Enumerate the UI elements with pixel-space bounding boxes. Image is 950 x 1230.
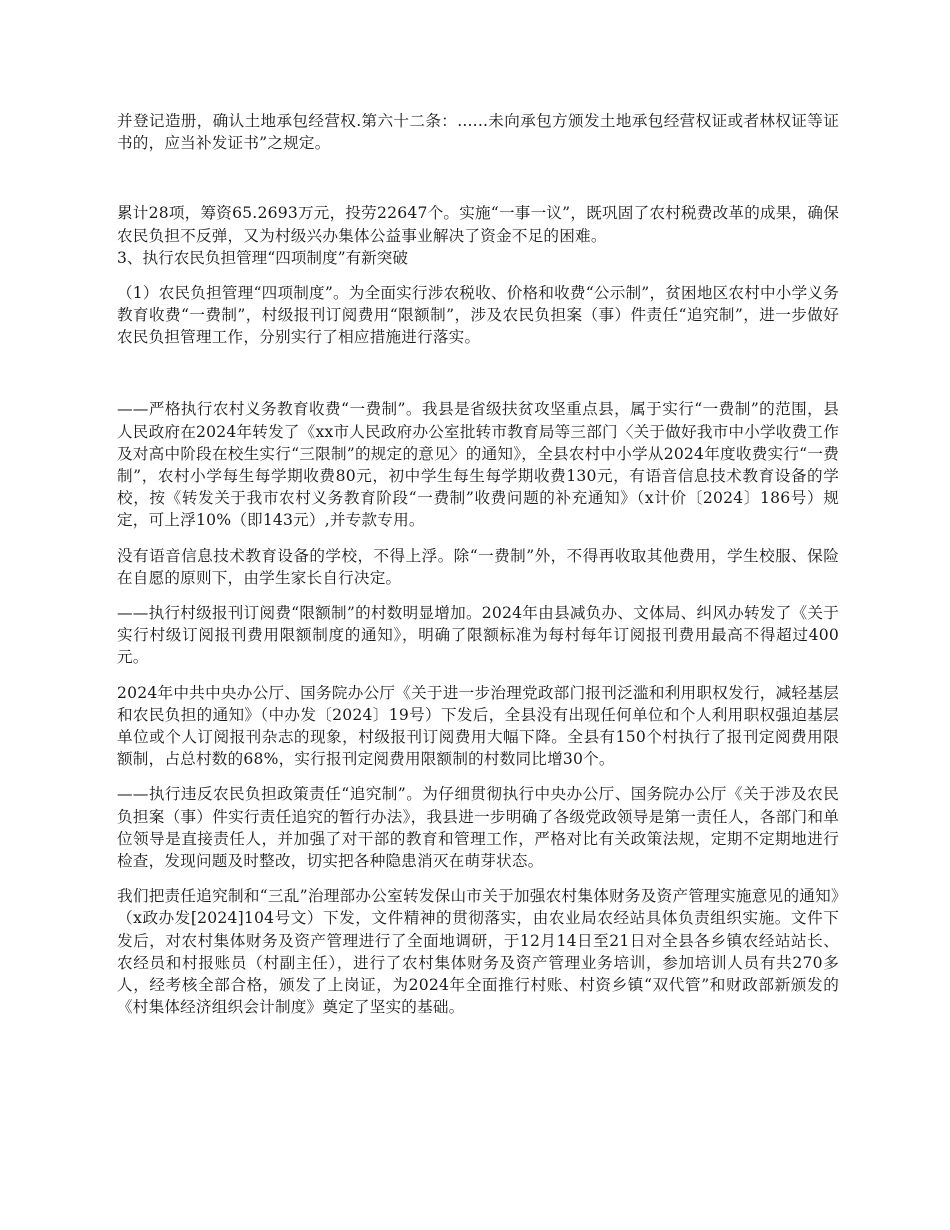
- paragraph-land-contract: 并登记造册，确认土地承包经营权.第六十二条：......未向承包方颁发土地承包经营权证或者林权证等证书的，应当补发证书”之规定。: [117, 112, 839, 153]
- paragraph-quota-system: ——执行村级报刊订阅费“限额制”的村数明显增加。2024年由县减负办、文体局、纠风办转发了《关于实行村级订阅报刊费用限额制度的通知》，明确了限额标准为每村每年订阅报刊费用最高不得超过400元。: [117, 604, 839, 667]
- paragraph-collective-finance: 我们把责任追究制和“三乱”治理部办公室转发保山市关于加强农村集体财务及资产管理实施意见的通知》（x政办发[2024]104号文）下发，文件精神的贯彻落实，由农业局农经站具体负责组织实施。文件下发后，对农村集体财务及资产管理进行了全面地调研，于12月14日至21日对全县各乡镇农经站站长、农经员和村报账员（村副主任），进行了农村集体财务及资产管理业务培训，参加培训人员有共270多人，经考核全部合格，颁发了上岗证，为2024年全面推行村账、村资乡镇“双代管”和财政部新颁发的《村集体经济组织会计制度》奠定了坚实的基础。: [117, 887, 839, 1017]
- paragraph-fundraising: 累计28项，筹资65.2693万元，投劳22647个。实施“一事一议”，既巩固了农村税费改革的成果，确保农民负担不反弹，又为村级兴办集体公益事业解决了资金不足的困难。: [117, 204, 839, 245]
- document-body: [117, 110, 839, 1019]
- paragraph-one-fee-system: ——严格执行农村义务教育收费“一费制”。我县是省级扶贫攻坚重点县，属于实行“一费制”的范围，县人民政府在2024年转发了《xx市人民政府办公室批转市教育局等三部门〈关于做好我市中小学收费工作及对高中阶段在校生实行“三限制”的规定的意见〉的通知》，全县农村中小学从2024年度收费实行“一费制”，农村小学每生每学期收费80元，初中学生每生每学期收费130元，有语音信息技术教育设备的学校，按《转发关于我市农村义务教育阶段“一费制”收费问题的补充通知》（x计价〔2024〕186号）规定，可上浮10%（即143元）,并专款专用。: [117, 400, 839, 530]
- paragraph-central-notice: 2024年中共中央办公厅、国务院办公厅《关于进一步治理党政部门报刊泛滥和利用职权发行，减轻基层和农民负担的通知》（中办发〔2024〕19号）下发后，全县没有出现任何单位和个人利用职权强迫基层单位或个人订阅报刊杂志的现象，村级报刊订阅费用大幅下降。全县有150个村执行了报刊定阅费用限额制，占总村数的68%，实行报刊定阅费用限额制的村数同比增30个。: [117, 683, 839, 769]
- paragraph-four-systems: （1）农民负担管理“四项制度”。为全面实行涉农税收、价格和收费“公示制”，贫困地区农村中小学义务教育收费“一费制”，村级报刊订阅费用“限额制”，涉及农民负担案（事）件责任“追究制”，进一步做好农民负担管理工作，分别实行了相应措施进行落实。: [117, 283, 839, 347]
- paragraph-accountability: ——执行违反农民负担政策责任“追究制”。为仔细贯彻执行中央办公厅、国务院办公厅《关于涉及农民负担案（事）件实行责任追究的暂行办法》，我县进一步明确了各级党政领导是第一责任人，各部门和单位领导是直接责任人，并加强了对干部的教育和管理工作，严格对比有关政策法规，定期不定期地进行检查，发现问题及时整改，切实把各种隐患消灭在萌芽状态。: [117, 785, 839, 871]
- paragraph-no-surcharge: 没有语音信息技术教育设备的学校，不得上浮。除“一费制”外，不得再收取其他费用，学生校服、保险在自愿的原则下，由学生家长自行决定。: [117, 546, 839, 587]
- section-heading: 3、执行农民负担管理“四项制度”有新突破: [117, 248, 408, 267]
